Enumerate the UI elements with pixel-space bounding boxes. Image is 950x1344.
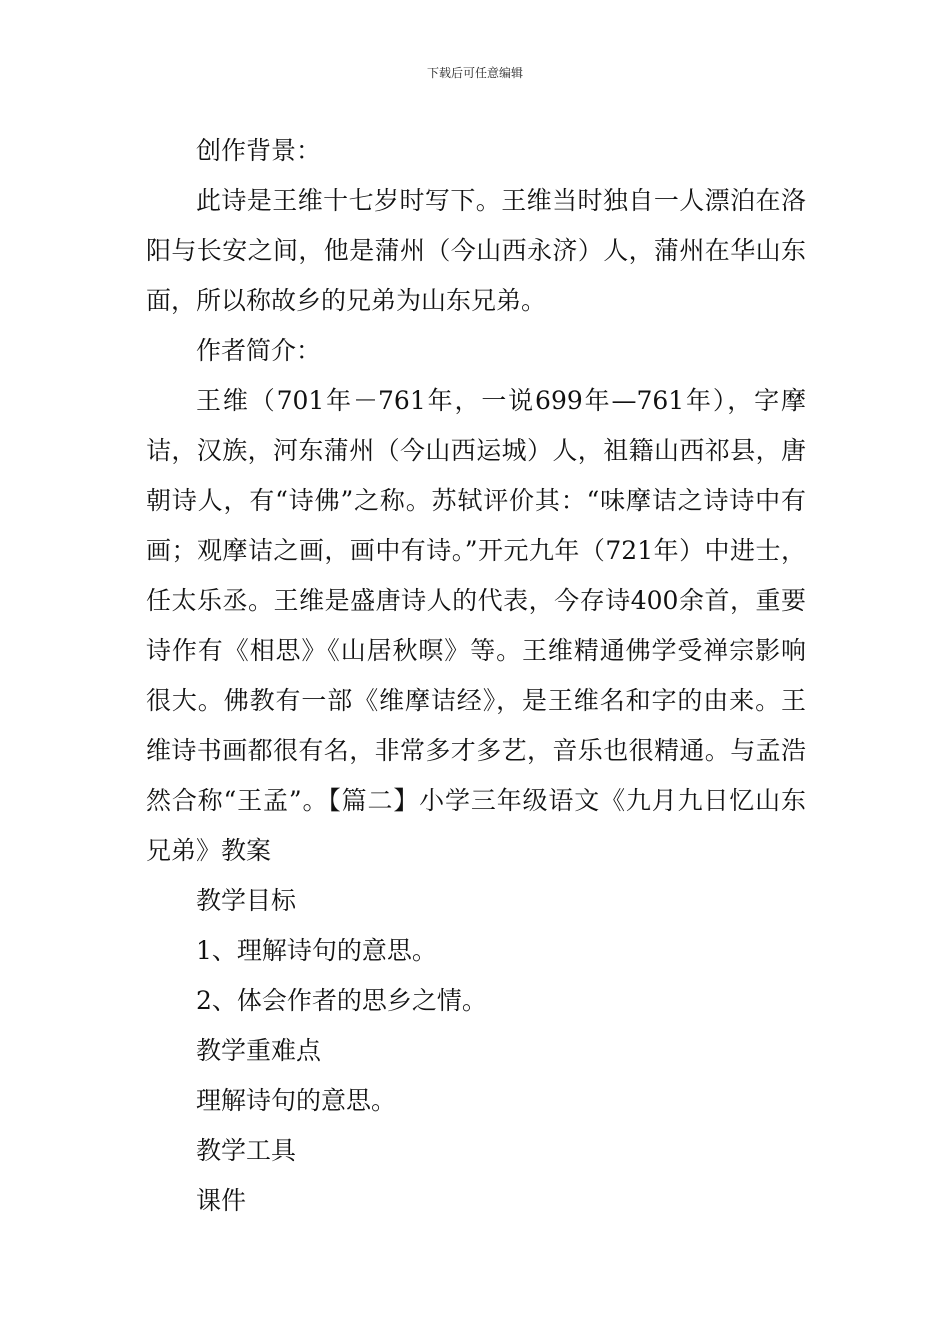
paragraph-teaching-tools: 课件 bbox=[196, 1186, 247, 1215]
page-header-note: 下载后可任意编辑 bbox=[426, 66, 523, 80]
heading-teaching-goals: 教学目标 bbox=[196, 886, 297, 915]
document-body bbox=[146, 126, 806, 1226]
list-item-goal-2: 2、体会作者的思乡之情。 bbox=[196, 986, 487, 1015]
heading-creation-background: 创作背景： bbox=[196, 136, 322, 165]
list-item-goal-1: 1、理解诗句的意思。 bbox=[196, 936, 437, 965]
paragraph-creation-background: 此诗是王维十七岁时写下。王维当时独自一人漂泊在洛阳与长安之间，他是蒲州（今山西永济）人，蒲州在华山东面，所以称故乡的兄弟为山东兄弟。 bbox=[146, 186, 806, 315]
heading-key-points: 教学重难点 bbox=[196, 1036, 322, 1065]
heading-author-intro: 作者简介： bbox=[196, 336, 322, 365]
heading-teaching-tools: 教学工具 bbox=[196, 1136, 297, 1165]
paragraph-author-intro: 王维（701年－761年，一说699年—761年），字摩诘，汉族，河东蒲州（今山西运城）人，祖籍山西祁县，唐朝诗人，有“诗佛”之称。苏轼评价其：“味摩诘之诗诗中有画；观摩诘之画，画中有诗。”开元九年（721年）中进士，任太乐丞。王维是盛唐诗人的代表，今存诗400余首，重要诗作有《相思》《山居秋暝》等。王维精通佛学受禅宗影响很大。佛教有一部《维摩诘经》，是王维名和字的由来。王维诗书画都很有名，非常多才多艺，音乐也很精通。与孟浩然合称“王孟”。【篇二】小学三年级语文《九月九日忆山东兄弟》教案 bbox=[146, 386, 806, 865]
paragraph-key-points: 理解诗句的意思。 bbox=[196, 1086, 397, 1115]
